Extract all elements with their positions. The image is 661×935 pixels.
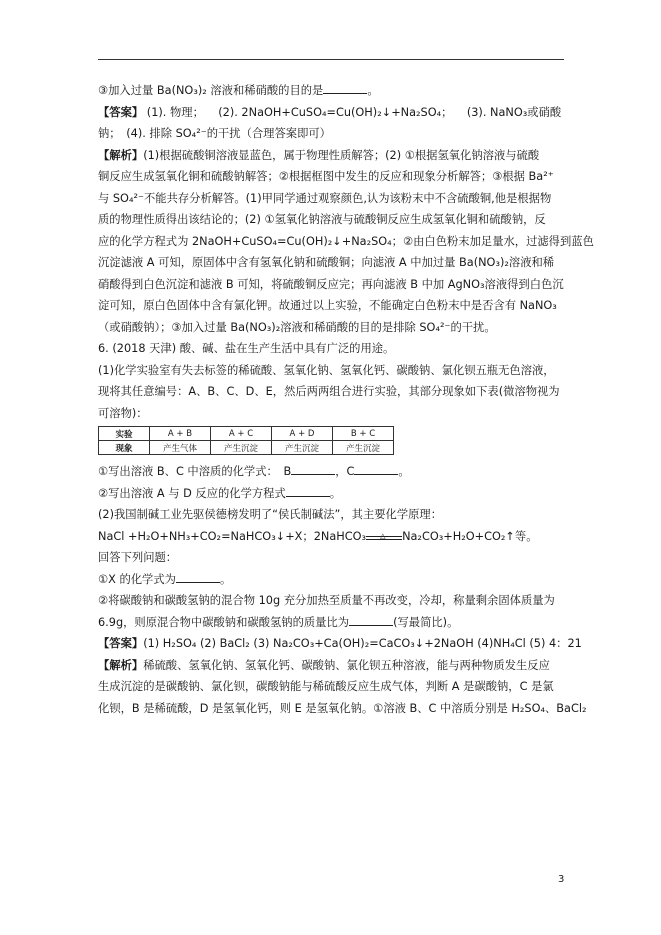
analysis-line bbox=[98, 317, 568, 339]
punct: 。 bbox=[398, 465, 410, 478]
analysis-line bbox=[98, 252, 568, 274]
answer-blank bbox=[349, 615, 393, 626]
answer-blank bbox=[286, 486, 330, 497]
analysis-text: 质的物理性质得出该结论的；(2) ①氢氧化钠溶液与硫酸铜反应生成氢氧化铜和硫酸钠，反 bbox=[98, 213, 546, 226]
table-cell: A + D bbox=[272, 427, 333, 441]
analysis-line bbox=[98, 295, 568, 317]
analysis-text: 稀硫酸、氢氧化钠、氢氧化钙、碳酸钠、氯化钡五种溶液，能与两种物质发生反应 bbox=[143, 658, 550, 672]
document-body bbox=[98, 80, 594, 719]
punct: 。 bbox=[219, 572, 232, 586]
question-line bbox=[98, 504, 568, 526]
question-title-text: 6. (2018 天津) 酸、碱、盐在生产生活中具有广泛的用途。 bbox=[98, 342, 395, 355]
analysis-line bbox=[98, 166, 568, 188]
question-text: ②写出溶液 A 与 D 反应的化学方程式 bbox=[98, 486, 286, 500]
question-text: (2)我国制碱工业先驱侯德榜发明了“侯氏制碱法”，其主要化学原理： bbox=[98, 508, 443, 521]
equation-line bbox=[98, 526, 568, 548]
table-row bbox=[99, 427, 394, 441]
answer-line bbox=[98, 123, 568, 145]
analysis-line bbox=[98, 231, 594, 253]
table-cell: A + C bbox=[211, 427, 272, 441]
answer-blank bbox=[323, 83, 367, 94]
table-header-cell: 现象 bbox=[99, 441, 150, 455]
analysis-text: （或硝酸钠）；③加入过量 Ba(NO₃)₂溶液和稀硝酸的目的是排除 SO₄²⁻的干扰。 bbox=[98, 320, 496, 334]
answer-part: 钠； (4). 排除 SO₄²⁻的干扰（合理答案即可） bbox=[98, 127, 331, 140]
answer-blank bbox=[176, 572, 220, 583]
answer-part: (2). 2NaOH+CuSO₄=Cu(OH)₂↓+Na₂SO₄； bbox=[218, 105, 453, 119]
table-cell: 产生沉淀 bbox=[211, 441, 272, 455]
table-cell: 产生沉淀 bbox=[272, 441, 333, 455]
question-text: ①X 的化学式为 bbox=[98, 572, 176, 586]
table-header-cell: 实验 bbox=[99, 427, 150, 441]
answer-line bbox=[98, 633, 582, 655]
analysis-text: 硝酸得到白色沉淀和滤液 B 可知，将硫酸铜反应完；再向滤液 B 中加 AgNO₃溶液得到白色沉 bbox=[98, 277, 564, 291]
question-line bbox=[98, 403, 568, 425]
analysis-text: 沉淀滤液 A 可知，原固体中含有氢氧化钠和硫酸铜；向滤液 A 中加过量 Ba(NO₃)₂溶液和稀 bbox=[98, 256, 555, 269]
analysis-tag: 【解析】 bbox=[98, 658, 144, 672]
answer-text: (1) H₂SO₄ (2) BaCl₂ (3) Na₂CO₃+Ca(OH)₂=CaCO₃↓+2NaOH (4)NH₄Cl (5) 4：21 bbox=[143, 637, 582, 650]
table-cell: 产生气体 bbox=[150, 441, 211, 455]
question-line bbox=[98, 612, 568, 634]
page-number: 3 bbox=[558, 874, 565, 885]
punct: 。 bbox=[329, 486, 342, 500]
question-text: ①写出溶液 B、C 中溶质的化学式： B bbox=[98, 465, 292, 478]
question-line bbox=[98, 80, 568, 102]
answer-line bbox=[98, 102, 568, 124]
question-text: 可溶物)： bbox=[98, 406, 148, 420]
question-text: 回答下列问题： bbox=[98, 551, 178, 564]
analysis-text: 与 SO₄²⁻不能共存分析解答。(1)甲同学通过观察颜色,认为该粉末中不含硫酸铜,他是根据物 bbox=[98, 191, 552, 205]
analysis-line bbox=[98, 209, 568, 231]
question-line bbox=[98, 590, 568, 612]
table-cell: 产生沉淀 bbox=[333, 441, 394, 455]
analysis-line bbox=[98, 274, 568, 296]
analysis-text: 应的化学方程式为 2NaOH+CuSO₄=Cu(OH)₂↓+Na₂SO₄；②由白色粉末加足量水，过滤得到蓝色 bbox=[98, 234, 594, 248]
question-line bbox=[98, 360, 568, 382]
question-text: 6.9g，则原混合物中碳酸钠和碳酸氢钠的质量比为 bbox=[98, 615, 350, 629]
question-text: ③加入过量 Ba(NO₃)₂ 溶液和稀硝酸的目的是 bbox=[98, 84, 324, 97]
analysis-text: (1)根据硫酸铜溶液显蓝色，属于物理性质解答；(2) ①根据氢氧化钠溶液与硫酸 bbox=[143, 148, 540, 162]
answer-blank bbox=[354, 464, 398, 475]
table-row bbox=[99, 441, 394, 455]
question-text: 现将其任意编号：A、B、C、D、E，然后两两组合进行实验，其部分现象如下表(微溶物视为 bbox=[98, 385, 560, 398]
analysis-line bbox=[98, 698, 587, 720]
analysis-line bbox=[98, 188, 568, 210]
question-line bbox=[98, 569, 568, 591]
analysis-text: 生成沉淀的是碳酸钠、氯化钡，碳酸钠能与稀硫酸反应生成气体，判断 A 是碳酸钠，C 是氯 bbox=[98, 680, 554, 693]
question-text: ②将碳酸钠和碳酸氢钠的混合物 10g 充分加热至质量不再改变，冷却，称量剩余固体质量为 bbox=[98, 594, 555, 607]
table-cell: A + B bbox=[150, 427, 211, 441]
question-text: ，C bbox=[335, 465, 355, 478]
answer-blank bbox=[291, 464, 335, 475]
analysis-text: 铜反应生成氢氧化铜和硫酸钠解答；②根据框图中发生的反应和现象分析解答；③根据 Ba²⁺ bbox=[98, 170, 554, 183]
question-title bbox=[98, 338, 568, 360]
answer-tag: 【答案】 bbox=[98, 105, 144, 119]
punct: 。 bbox=[367, 84, 379, 97]
question-text: (写最简比)。 bbox=[393, 615, 459, 629]
analysis-line bbox=[98, 676, 568, 698]
question-line bbox=[98, 483, 568, 505]
equation-text: NaCl +H₂O+NH₃+CO₂=NaHCO₃↓+X；2NaHCO₃ bbox=[98, 529, 367, 543]
heating-condition-icon bbox=[366, 529, 402, 541]
analysis-text: 淀可知，原白色固体中含有氯化钾。故通过以上实验，不能确定白色粉末中是否含有 NaNO₃ bbox=[98, 299, 557, 312]
experiment-table bbox=[98, 426, 394, 455]
equation-text: Na₂CO₃+H₂O+CO₂↑等。 bbox=[402, 529, 538, 543]
header-rule bbox=[98, 59, 564, 60]
table-cell: B + C bbox=[333, 427, 394, 441]
question-line bbox=[98, 461, 568, 483]
answer-part: (3). NaNO₃或硝酸 bbox=[466, 105, 562, 119]
analysis-text: 化钡，B 是稀硫酸，D 是氢氧化钙，则 E 是氢氧化钠。①溶液 B、C 中溶质分别是 H₂SO₄、BaCl₂ bbox=[98, 701, 587, 715]
analysis-line bbox=[98, 145, 568, 167]
question-text: (1)化学实验室有失去标签的稀硫酸、氢氧化钠、氢氧化钙、碳酸钠、氯化钡五瓶无色溶液， bbox=[98, 363, 555, 377]
analysis-line bbox=[98, 655, 568, 677]
question-line bbox=[98, 381, 568, 403]
answer-tag: 【答案】 bbox=[98, 637, 144, 650]
answer-part: (1). 物理； bbox=[146, 105, 204, 119]
question-line bbox=[98, 547, 568, 569]
analysis-tag: 【解析】 bbox=[98, 148, 144, 162]
